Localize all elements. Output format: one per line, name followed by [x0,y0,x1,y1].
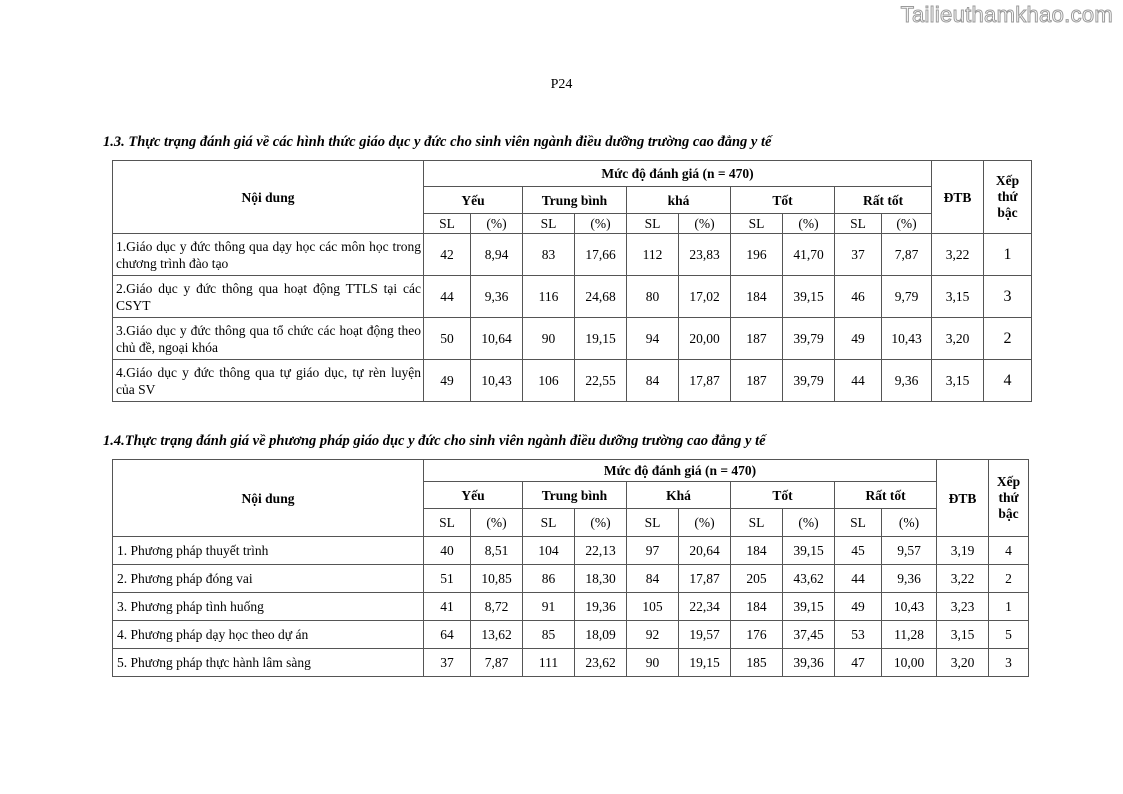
cell: 47 [835,649,882,677]
cell: 10,00 [882,649,937,677]
header-level: Rất tốt [835,482,937,509]
cell: 7,87 [471,649,523,677]
cell: 187 [731,318,783,360]
cell-dtb: 3,20 [937,649,989,677]
cell: 106 [523,360,575,402]
header-sl: SL [523,509,575,537]
cell: 49 [835,318,882,360]
row-content: 2. Phương pháp đóng vai [113,565,424,593]
cell-dtb: 3,23 [937,593,989,621]
header-level: Tốt [731,482,835,509]
header-level: Tốt [731,187,835,214]
row-content: 4.Giáo dục y đức thông qua tự giáo dục, tự rèn luyện của SV [113,360,424,402]
section-2-title: 1.4.Thực trạng đánh giá về phương pháp giáo dục y đức cho sinh viên ngành điều dưỡng trường cao đẳng y tế [103,433,766,449]
cell: 90 [523,318,575,360]
cell: 11,28 [882,621,937,649]
cell: 53 [835,621,882,649]
cell: 116 [523,276,575,318]
cell: 10,43 [882,318,932,360]
cell: 24,68 [575,276,627,318]
cell: 10,43 [471,360,523,402]
cell: 22,34 [679,593,731,621]
table-row [113,276,1032,318]
cell: 45 [835,537,882,565]
cell: 51 [424,565,471,593]
header-sl: SL [731,214,783,234]
header-content: Nội dung [113,460,424,537]
cell: 17,02 [679,276,731,318]
table-row [113,649,1029,677]
table-row [113,565,1029,593]
header-content: Nội dung [113,161,424,234]
cell: 9,36 [882,565,937,593]
row-content: 3.Giáo dục y đức thông qua tổ chức các hoạt động theo chủ đề, ngoại khóa [113,318,424,360]
cell: 49 [835,593,882,621]
row-content: 2.Giáo dục y đức thông qua hoạt động TTLS tại các CSYT [113,276,424,318]
cell: 9,36 [471,276,523,318]
cell: 44 [835,360,882,402]
cell: 18,30 [575,565,627,593]
header-level: Trung bình [523,482,627,509]
header-sl: SL [424,509,471,537]
cell: 22,55 [575,360,627,402]
header-rank: Xếp thứ bậc [984,161,1032,234]
cell: 42 [424,234,471,276]
cell: 39,15 [783,593,835,621]
cell: 84 [627,565,679,593]
header-pct: (%) [882,509,937,537]
header-dtb: ĐTB [937,460,989,537]
row-content: 1. Phương pháp thuyết trình [113,537,424,565]
header-level: Yếu [424,187,523,214]
cell: 22,13 [575,537,627,565]
cell: 10,85 [471,565,523,593]
cell-dtb: 3,15 [932,276,984,318]
header-pct: (%) [783,509,835,537]
cell: 44 [835,565,882,593]
row-content: 3. Phương pháp tình huống [113,593,424,621]
header-sl: SL [835,509,882,537]
cell: 50 [424,318,471,360]
cell: 49 [424,360,471,402]
cell: 111 [523,649,575,677]
cell: 39,15 [783,276,835,318]
cell: 196 [731,234,783,276]
cell: 19,15 [575,318,627,360]
cell: 184 [731,593,783,621]
cell: 85 [523,621,575,649]
cell: 20,00 [679,318,731,360]
header-sl: SL [627,509,679,537]
cell: 18,09 [575,621,627,649]
cell: 185 [731,649,783,677]
header-level: Trung bình [523,187,627,214]
cell: 23,83 [679,234,731,276]
cell: 90 [627,649,679,677]
cell: 20,64 [679,537,731,565]
header-pct: (%) [783,214,835,234]
header-pct: (%) [471,509,523,537]
cell: 37 [424,649,471,677]
table-row [113,360,1032,402]
page-number: P24 [550,77,573,92]
header-pct: (%) [575,214,627,234]
cell: 112 [627,234,679,276]
cell: 37 [835,234,882,276]
table-education-methods [112,459,1029,677]
cell: 97 [627,537,679,565]
cell: 9,36 [882,360,932,402]
header-level: Rất tốt [835,187,932,214]
cell-rank: 4 [989,537,1029,565]
cell: 41,70 [783,234,835,276]
cell: 64 [424,621,471,649]
cell-dtb: 3,22 [932,234,984,276]
header-rating-group: Mức độ đánh giá (n = 470) [424,161,932,187]
cell: 10,64 [471,318,523,360]
watermark: Tailieuthamkhao.com [900,2,1113,27]
cell: 17,87 [679,565,731,593]
cell-rank: 2 [989,565,1029,593]
cell: 39,79 [783,360,835,402]
cell-dtb: 3,15 [937,621,989,649]
cell: 37,45 [783,621,835,649]
table-row [113,318,1032,360]
cell: 10,43 [882,593,937,621]
cell: 8,94 [471,234,523,276]
cell: 80 [627,276,679,318]
cell: 17,66 [575,234,627,276]
header-pct: (%) [471,214,523,234]
header-pct: (%) [575,509,627,537]
cell: 13,62 [471,621,523,649]
cell-rank: 1 [984,234,1032,276]
cell: 46 [835,276,882,318]
table-row [113,537,1029,565]
cell: 105 [627,593,679,621]
cell: 9,57 [882,537,937,565]
header-pct: (%) [882,214,932,234]
cell: 83 [523,234,575,276]
header-sl: SL [731,509,783,537]
cell: 176 [731,621,783,649]
cell: 39,15 [783,537,835,565]
cell-rank: 1 [989,593,1029,621]
table-education-forms [112,160,1032,402]
cell: 19,15 [679,649,731,677]
cell: 43,62 [783,565,835,593]
cell: 7,87 [882,234,932,276]
header-sl: SL [523,214,575,234]
header-pct: (%) [679,509,731,537]
table-row [113,621,1029,649]
cell: 8,72 [471,593,523,621]
header-level: Khá [627,482,731,509]
cell-rank: 5 [989,621,1029,649]
header-sl: SL [627,214,679,234]
cell: 39,79 [783,318,835,360]
cell: 91 [523,593,575,621]
header-dtb: ĐTB [932,161,984,234]
cell: 23,62 [575,649,627,677]
row-content: 4. Phương pháp dạy học theo dự án [113,621,424,649]
cell-dtb: 3,15 [932,360,984,402]
cell-rank: 4 [984,360,1032,402]
row-content: 5. Phương pháp thực hành lâm sàng [113,649,424,677]
cell-dtb: 3,22 [937,565,989,593]
header-level: Yếu [424,482,523,509]
cell-rank: 2 [984,318,1032,360]
cell: 205 [731,565,783,593]
cell: 86 [523,565,575,593]
cell: 104 [523,537,575,565]
header-level: khá [627,187,731,214]
header-sl: SL [835,214,882,234]
cell: 92 [627,621,679,649]
cell-rank: 3 [989,649,1029,677]
section-1-title: 1.3. Thực trạng đánh giá về các hình thức giáo dục y đức cho sinh viên ngành điều dưỡng trường cao đẳng y tế [103,134,772,150]
cell: 9,79 [882,276,932,318]
header-pct: (%) [679,214,731,234]
cell: 184 [731,537,783,565]
table-row [113,234,1032,276]
table-row [113,593,1029,621]
cell: 184 [731,276,783,318]
cell-rank: 3 [984,276,1032,318]
cell: 41 [424,593,471,621]
cell-dtb: 3,20 [932,318,984,360]
cell: 44 [424,276,471,318]
cell-dtb: 3,19 [937,537,989,565]
cell: 40 [424,537,471,565]
cell: 187 [731,360,783,402]
row-content: 1.Giáo dục y đức thông qua dạy học các môn học trong chương trình đào tạo [113,234,424,276]
header-rating-group: Mức độ đánh giá (n = 470) [424,460,937,482]
cell: 8,51 [471,537,523,565]
cell: 84 [627,360,679,402]
header-rank: Xếp thứ bậc [989,460,1029,537]
cell: 19,36 [575,593,627,621]
cell: 39,36 [783,649,835,677]
cell: 17,87 [679,360,731,402]
cell: 19,57 [679,621,731,649]
cell: 94 [627,318,679,360]
header-sl: SL [424,214,471,234]
